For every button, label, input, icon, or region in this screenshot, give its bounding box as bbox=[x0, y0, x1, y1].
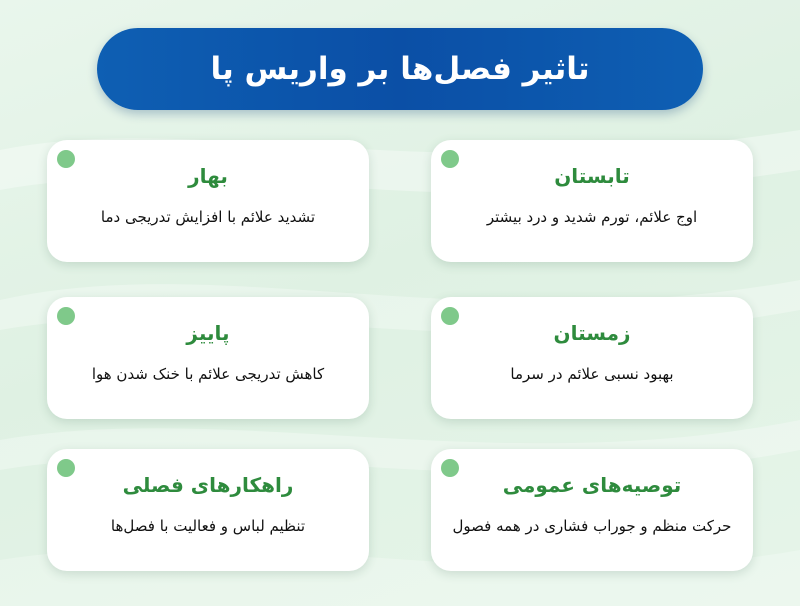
card-title-summer: تابستان bbox=[554, 164, 630, 188]
card-desc-seasonal-solutions: تنظیم لباس و فعالیت با فصل‌ها bbox=[110, 517, 306, 535]
card-title-winter: زمستان bbox=[553, 321, 631, 345]
card-winter bbox=[431, 297, 753, 419]
card-autumn bbox=[47, 297, 369, 419]
card-title-general-tips: توصیه‌های عمومی bbox=[502, 473, 682, 497]
card-seasonal-solutions bbox=[47, 449, 369, 571]
card-summer bbox=[431, 140, 753, 262]
card-title-seasonal-solutions: راهکارهای فصلی bbox=[122, 473, 294, 497]
card-desc-winter: بهبود نسبی علائم در سرما bbox=[510, 365, 674, 383]
page-title: تاثیر فصل‌ها بر واریس پا bbox=[210, 51, 590, 87]
title-banner bbox=[97, 28, 703, 110]
card-title-spring: بهار bbox=[188, 164, 228, 188]
card-title-autumn: پاییز bbox=[186, 321, 230, 345]
card-desc-summer: اوج علائم، تورم شدید و درد بیشتر bbox=[486, 208, 698, 226]
card-spring bbox=[47, 140, 369, 262]
card-general-tips bbox=[431, 449, 753, 571]
card-desc-spring: تشدید علائم با افزایش تدریجی دما bbox=[100, 208, 316, 226]
card-desc-general-tips: حرکت منظم و جوراب فشاری در همه فصول bbox=[452, 517, 732, 535]
card-desc-autumn: کاهش تدریجی علائم با خنک شدن هوا bbox=[91, 365, 325, 383]
